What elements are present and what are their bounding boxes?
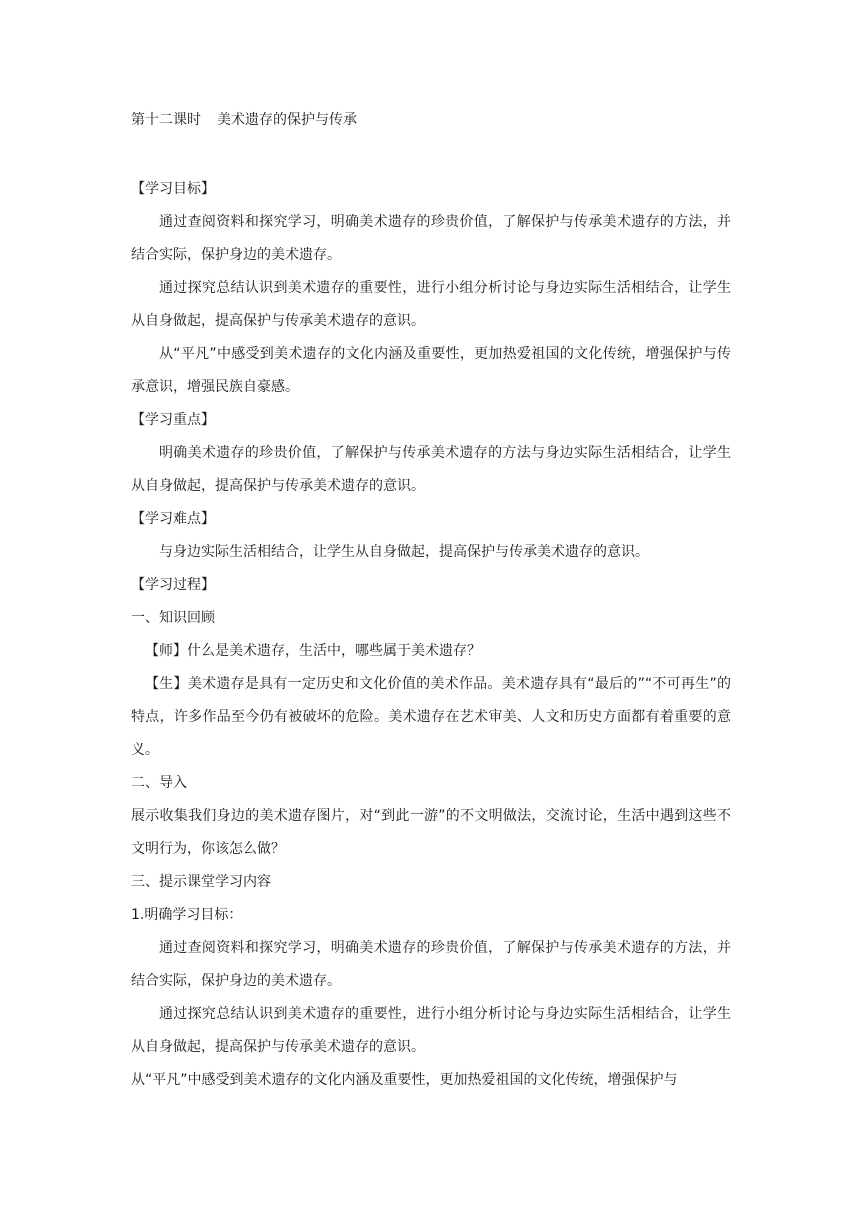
teacher-question: 【师】什么是美术遗存，生活中，哪些属于美术遗存？ — [145, 643, 481, 659]
goal-paragraph-1: 通过查阅资料和探究学习，明确美术遗存的珍贵价值，了解保护与传承美术遗存的方法，并结合实际，保护身边的美术遗存。 — [131, 214, 731, 263]
repeat-goal-paragraph-1: 通过查阅资料和探究学习，明确美术遗存的珍贵价值，了解保护与传承美术遗存的方法，并结合实际，保护身边的美术遗存。 — [131, 940, 731, 989]
key-point-paragraph: 明确美术遗存的珍贵价值，了解保护与传承美术遗存的方法与身边实际生活相结合，让学生从自身做起，提高保护与传承美术遗存的意识。 — [131, 445, 731, 494]
difficult-point-paragraph: 与身边实际生活相结合，让学生从自身做起，提高保护与传承美术遗存的意识。 — [159, 544, 649, 560]
section-class-content: 三、提示课堂学习内容 — [131, 874, 271, 890]
repeat-goal-paragraph-2: 通过探究总结认识到美术遗存的重要性，进行小组分析讨论与身边实际生活相结合，让学生从自身做起，提高保护与传承美术遗存的意识。 — [131, 1006, 731, 1055]
section-introduction: 二、导入 — [131, 775, 187, 791]
title-lesson: 第十二课时 — [131, 112, 201, 128]
heading-key-points: 【学习重点】 — [131, 412, 215, 428]
goal-paragraph-3: 从“平凡”中感受到美术遗存的文化内涵及重要性，更加热爱祖国的文化传统，增强保护与传承意识，增强民族自豪感。 — [131, 346, 731, 395]
document-title — [131, 109, 731, 131]
repeat-goal-paragraph-3: 从“平凡”中感受到美术遗存的文化内涵及重要性，更加热爱祖国的文化传统，增强保护与 — [131, 1072, 678, 1088]
subsection-learning-goals: 1.明确学习目标： — [131, 907, 243, 923]
heading-difficult-points: 【学习难点】 — [131, 511, 215, 527]
title-topic: 美术遗存的保护与传承 — [217, 112, 357, 128]
section-knowledge-review: 一、知识回顾 — [131, 610, 215, 626]
heading-process: 【学习过程】 — [131, 577, 215, 593]
heading-goals: 【学习目标】 — [131, 181, 215, 197]
student-answer: 【生】美术遗存是具有一定历史和文化价值的美术作品。美术遗存具有“最后的”“不可再生”的特点，许多作品至今仍有被破坏的危险。美术遗存在艺术审美、人文和历史方面都有着重要的意义。 — [131, 676, 731, 758]
goal-paragraph-2: 通过探究总结认识到美术遗存的重要性，进行小组分析讨论与身边实际生活相结合，让学生从自身做起，提高保护与传承美术遗存的意识。 — [131, 280, 731, 329]
document-page — [131, 109, 731, 1097]
introduction-paragraph: 展示收集我们身边的美术遗存图片，对“到此一游”的不文明做法，交流讨论，生活中遇到这些不文明行为，你该怎么做？ — [131, 808, 731, 857]
